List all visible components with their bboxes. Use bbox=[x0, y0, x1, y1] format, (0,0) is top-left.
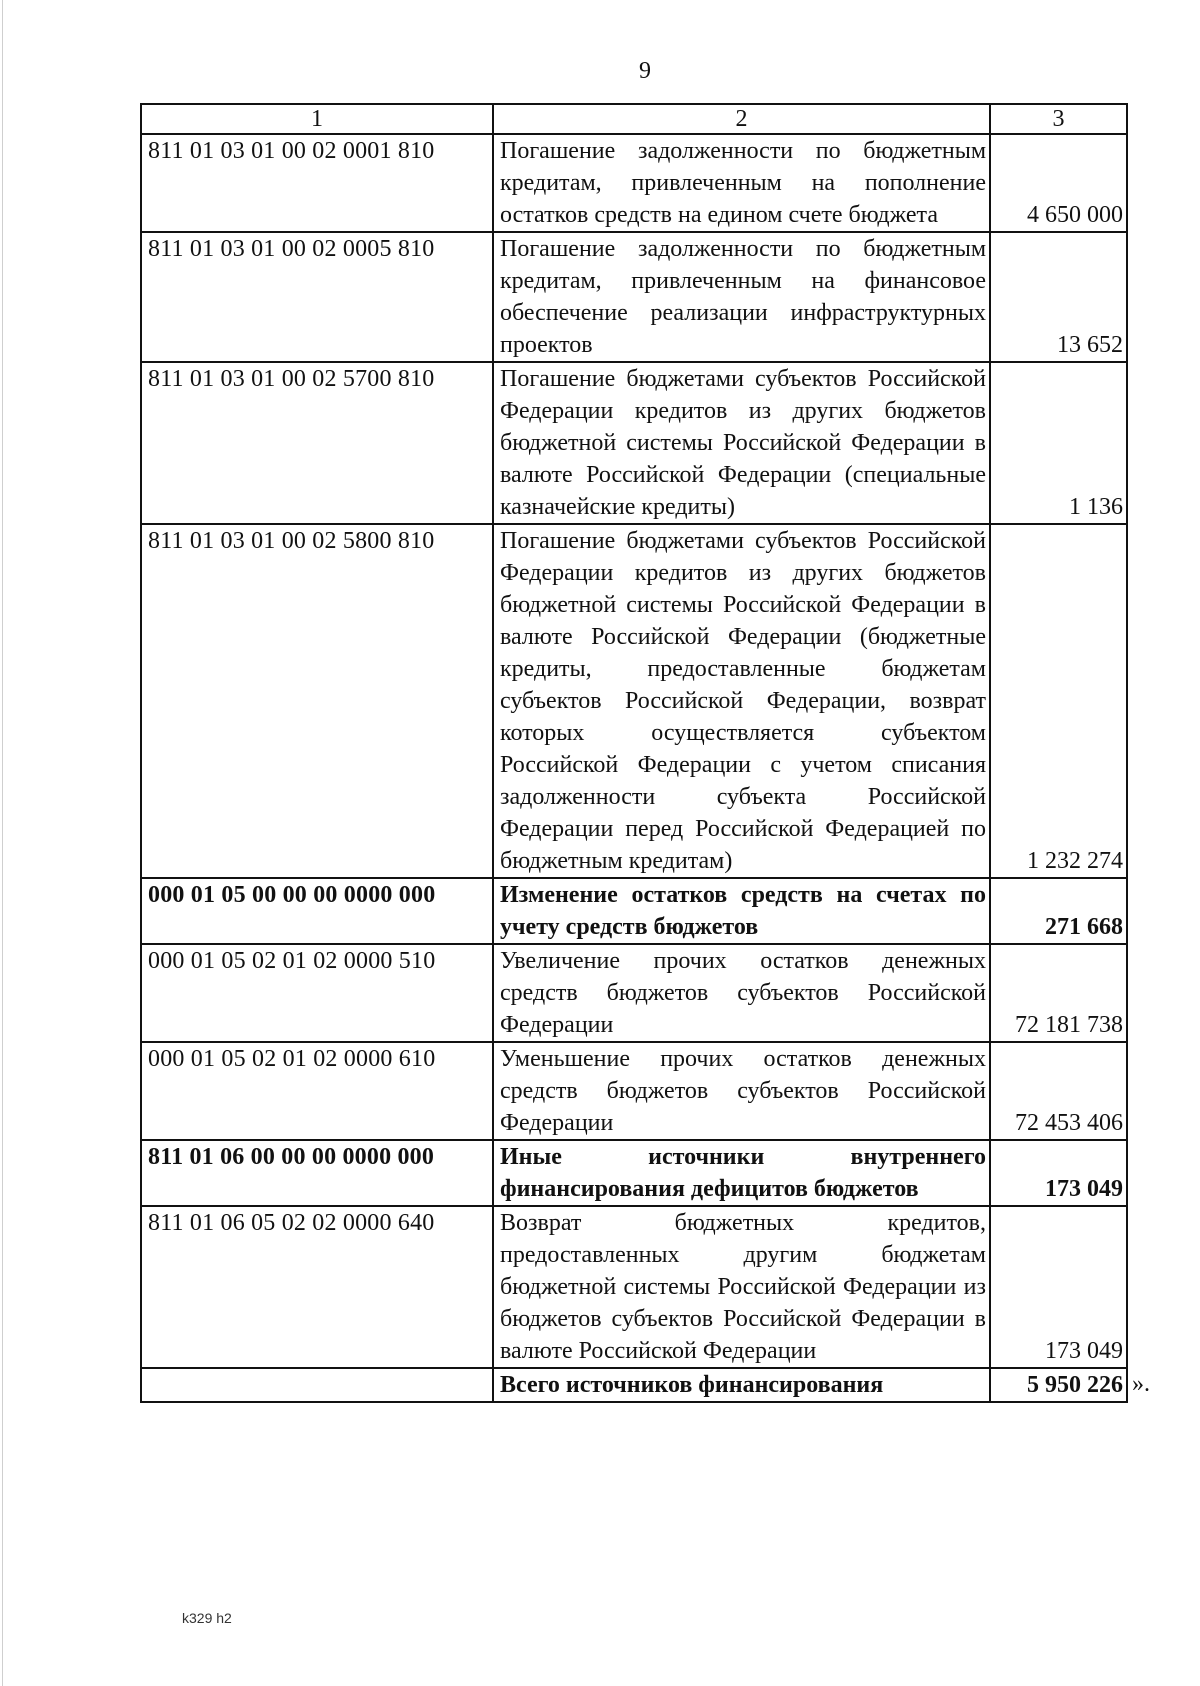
scan-margin-line bbox=[2, 0, 3, 1686]
column-header-2: 2 bbox=[493, 104, 990, 134]
closing-quote-mark: ». bbox=[1132, 1371, 1150, 1397]
table-row bbox=[141, 524, 1127, 878]
grand-total-amount: 5 950 226 bbox=[990, 1368, 1127, 1402]
source-name-cell: Погашение задолженности по бюджетным кредитам, привлеченным на пополнение остатков средств на едином счете бюджета bbox=[493, 134, 990, 232]
source-name-cell: Увеличение прочих остатков денежных средств бюджетов субъектов Российской Федерации bbox=[493, 944, 990, 1042]
amount-cell: 4 650 000 bbox=[990, 134, 1127, 232]
amount-cell: 72 453 406 bbox=[990, 1042, 1127, 1140]
amount-cell: 173 049 bbox=[990, 1206, 1127, 1368]
source-name-cell: Уменьшение прочих остатков денежных средств бюджетов субъектов Российской Федерации bbox=[493, 1042, 990, 1140]
source-name-cell: Погашение задолженности по бюджетным кредитам, привлеченным на финансовое обеспечение реализации инфраструктурных проектов bbox=[493, 232, 990, 362]
budget-code-cell: 000 01 05 02 01 02 0000 610 bbox=[141, 1042, 493, 1140]
table-row-group-total bbox=[141, 1140, 1127, 1206]
amount-cell: 13 652 bbox=[990, 232, 1127, 362]
source-name-cell: Иные источники внутреннего финансирования дефицитов бюджетов bbox=[493, 1140, 990, 1206]
table-row bbox=[141, 232, 1127, 362]
table-row bbox=[141, 944, 1127, 1042]
amount-cell: 173 049 bbox=[990, 1140, 1127, 1206]
document-footer-code: k329 h2 bbox=[182, 1610, 232, 1626]
budget-code-cell: 000 01 05 00 00 00 0000 000 bbox=[141, 878, 493, 944]
column-header-1: 1 bbox=[141, 104, 493, 134]
source-name-cell: Погашение бюджетами субъектов Российской Федерации кредитов из других бюджетов бюджетной системы Российской Федерации в валюте Российской Федерации (бюджетные кредиты, предоставленные бюджетам субъектов Российской Федерации, возврат которых осуществляется субъектом Российской Федерации с учетом списания задолженности субъекта Российской Федерации перед Российской Федерацией по бюджетным кредитам) bbox=[493, 524, 990, 878]
table-row bbox=[141, 1206, 1127, 1368]
table-header-row bbox=[141, 104, 1127, 134]
amount-cell: 1 232 274 bbox=[990, 524, 1127, 878]
table-row bbox=[141, 134, 1127, 232]
budget-code-cell: 000 01 05 02 01 02 0000 510 bbox=[141, 944, 493, 1042]
budget-code-cell: 811 01 03 01 00 02 0001 810 bbox=[141, 134, 493, 232]
budget-code-cell: 811 01 03 01 00 02 0005 810 bbox=[141, 232, 493, 362]
budget-code-cell: 811 01 06 00 00 00 0000 000 bbox=[141, 1140, 493, 1206]
column-header-3: 3 bbox=[990, 104, 1127, 134]
source-name-cell: Изменение остатков средств на счетах по учету средств бюджетов bbox=[493, 878, 990, 944]
sources-financing-table bbox=[140, 103, 1128, 1403]
table-row bbox=[141, 362, 1127, 524]
budget-code-cell: 811 01 06 05 02 02 0000 640 bbox=[141, 1206, 493, 1368]
amount-cell: 271 668 bbox=[990, 878, 1127, 944]
source-name-cell: Возврат бюджетных кредитов, предоставленных другим бюджетам бюджетной системы Российской Федерации из бюджетов субъектов Российской Федерации в валюте Российской Федерации bbox=[493, 1206, 990, 1368]
budget-code-cell: 811 01 03 01 00 02 5800 810 bbox=[141, 524, 493, 878]
budget-code-cell: 811 01 03 01 00 02 5700 810 bbox=[141, 362, 493, 524]
table-row-grand-total bbox=[141, 1368, 1127, 1402]
table-row bbox=[141, 1042, 1127, 1140]
table-row-group-total bbox=[141, 878, 1127, 944]
grand-total-label: Всего источников финансирования bbox=[493, 1368, 990, 1402]
amount-cell: 72 181 738 bbox=[990, 944, 1127, 1042]
source-name-cell: Погашение бюджетами субъектов Российской Федерации кредитов из других бюджетов бюджетной системы Российской Федерации в валюте Российской Федерации (специальные казначейские кредиты) bbox=[493, 362, 990, 524]
amount-cell: 1 136 bbox=[990, 362, 1127, 524]
budget-code-cell-empty bbox=[141, 1368, 493, 1402]
page-number: 9 bbox=[639, 58, 651, 84]
